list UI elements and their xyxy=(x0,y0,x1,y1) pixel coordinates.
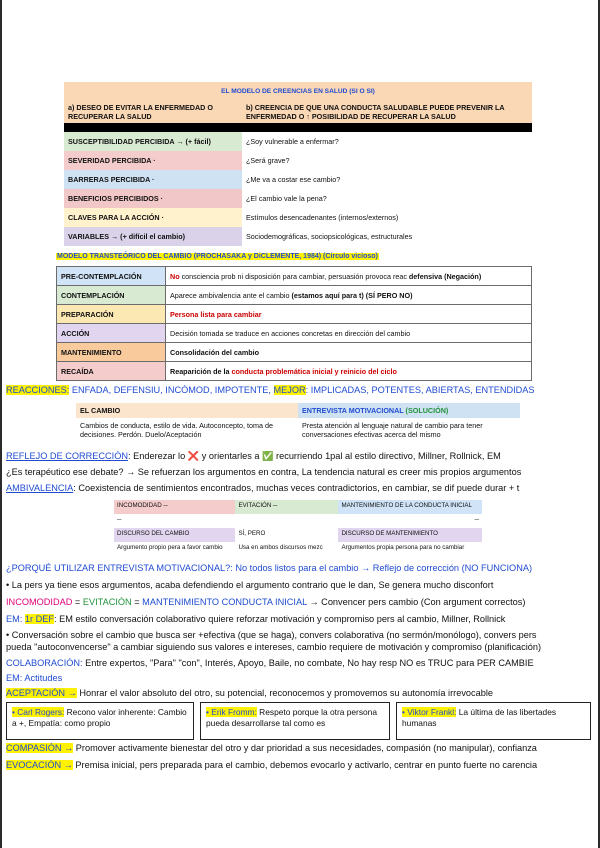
health-belief-col-a: a) DESEO DE EVITAR LA ENFERMEDAD O RECUPERAR LA SALUD xyxy=(68,103,213,121)
dash-right: ─ xyxy=(474,516,479,523)
transtheoretical-title: MODELO TRANSTEÓRICO DEL CAMBIO (PROCHASAKA y DiCLEMENTE, 1984) (Círculo vicioso) xyxy=(57,253,378,260)
transtheoretical-table xyxy=(56,266,532,381)
belief-row-value: ¿Soy vulnerable a enfermar? xyxy=(246,137,339,146)
viktor-frankl-box: • Viktor Frankl: La última de las libertades humanas xyxy=(396,702,591,740)
health-belief-col-b: b) CREENCIA DE QUE UNA CONDUCTA SALUDABLE PUEDE PREVENIR LA ENFERMEDAD O ↑ POSIBILIDAD DE RECUPERAR LA SALUD xyxy=(246,103,505,121)
mi-text: Presta atención al lenguaje natural de cambio para tener conversaciones efectivas acerca del mismo xyxy=(302,421,483,439)
avoidance-header: EVITACIÓN ─ xyxy=(235,500,338,514)
sustain-talk-header: DISCURSO DE MANTENIMIENTO xyxy=(338,528,482,542)
change-header: EL CAMBIO xyxy=(76,403,298,418)
belief-row-value: Estímulos desencadenantes (internos/externos) xyxy=(246,213,399,222)
righting-reflex-line: REFLEJO DE CORRECCIÓN: Enderezar lo ❌ y orientarles a ✅ recurriendo 1pal al estilo directivo, Millner, Rollnick, EM xyxy=(6,451,501,461)
stage-description: Decisión tomada se traduce en acciones concretas en dirección del cambio xyxy=(166,324,532,343)
yes-but-desc: Usa en ambos discursos mezc xyxy=(238,544,323,551)
acceptance-line: ACEPTACIÓN → Honrar el valor absoluto del otro, su potencial, reconocemos y promovemos su autonomía irrevocable xyxy=(6,688,493,698)
why-mi-line: ¿PORQUÉ UTILIZAR ENTREVISTA MOTIVACIONAL?: No todos listos para el cambio → Reflejo de corrección (NO FUNCIONA) xyxy=(6,563,533,573)
bullet-arguments: • La pers ya tiene esos argumentos, acaba defendiendo el argumento contrario que le dan, Se genera mucho disconfort xyxy=(6,580,494,590)
maintenance-header: MANTENIMIENTO DE LA CONDUCTA INICIAL xyxy=(338,500,482,514)
belief-row-label: BARRERAS PERCIBIDA · xyxy=(64,170,242,189)
belief-row-value: ¿Será grave? xyxy=(246,156,290,165)
cross-icon: ❌ xyxy=(187,451,200,461)
sustain-talk-desc: Argumentos propia persona para no cambiar xyxy=(341,544,465,551)
compassion-line: COMPASIÓN → Promover activamente bienestar del otro y dar prioridad a sus necesidades, compasión (no manipular), confianza xyxy=(6,743,537,753)
discomfort-chain: INCOMODIDAD = EVITACIÓN = MANTENIMIENTO CONDUCTA INICIAL → Convencer pers cambio (Con argument correctos) xyxy=(6,597,526,607)
belief-row-label: CLAVES PARA LA ACCIÓN · xyxy=(64,208,242,227)
evocation-line: EVOCACIÓN → Premisa inicial, pers preparada para el cambio, debemos evocarlo y activarlo, centrar en punto fuerte no carencia xyxy=(6,760,538,770)
discomfort-header: INCOMODIDAD ─ xyxy=(114,500,235,514)
reactions-line: REACCIONES: ENFADA, DEFENSIU, INCÓMOD, IMPOTENTE, MEJOR: IMPLICADAS, POTENTES, ABIERTAS, ENTENDIDAS xyxy=(6,385,535,395)
ambivalence-line: AMBIVALENCIA: Coexistencia de sentimientos encontrados, muchas veces contradictorios, en cambiar, se dif puede durar + t xyxy=(6,483,520,493)
erik-fromm-box: • Erik Fromm: Respeto porque la otra persona pueda desarrollarse tal como es xyxy=(200,702,390,740)
belief-row-value: Sociodemográficas, sociopsicológicas, estructurales xyxy=(246,232,413,241)
change-talk-desc: Argumento propio pera a favor cambio xyxy=(117,544,223,551)
change-text: Cambios de conducta, estilo de vida. Autoconcepto, toma de decisiones. Perdón. Duelo/Aceptación xyxy=(80,421,273,439)
ambivalence-table xyxy=(114,500,482,556)
page-left-border xyxy=(0,0,2,848)
carl-rogers-box: • Carl Rogers: Recono valor inherente: Cambio a +, Empatía: como propio xyxy=(6,702,194,740)
stage-description: Consolidación del cambio xyxy=(166,343,532,362)
stage-label: MANTENIMIENTO xyxy=(57,343,166,362)
stage-label: ACCIÓN xyxy=(57,324,166,343)
stage-label: PREPARACIÓN xyxy=(57,305,166,324)
health-belief-title: EL MODELO DE CREENCIAS EN SALUD (SI O SI) xyxy=(64,82,532,101)
change-talk-header: DISCURSO DEL CAMBIO xyxy=(114,528,235,542)
belief-row-label: BENEFICIOS PERCIBIDOS · xyxy=(64,189,242,208)
attitudes-line: EM: Actitudes xyxy=(6,673,63,683)
belief-row-label: VARIABLES → (+ difícil el cambio) xyxy=(64,227,242,246)
mi-header: ENTREVISTA MOTIVACIONAL (SOLUCIÓN) xyxy=(298,403,520,418)
stage-label: RECAÍDA xyxy=(57,362,166,381)
belief-row-label: SUSCEPTIBILIDAD PERCIBIDA → (+ fácil) xyxy=(64,132,242,151)
therapeutic-question: ¿Es terapéutico ese debate? → Se refuerzan los argumentos en contra, La tendencia natural es creer mis propios argumentos xyxy=(6,467,522,477)
yes-but-header: SÍ, PERO xyxy=(238,530,266,537)
stage-description: Persona lista para cambiar xyxy=(166,305,532,324)
mi-definition: EM: 1r DEF: EM estilo conversación colaborativo quiere reforzar motivación y compromiso pers al cambio, Millner, Rollnick xyxy=(6,614,506,624)
black-divider xyxy=(64,123,532,132)
health-belief-model-table xyxy=(64,82,532,246)
stage-label: CONTEMPLACIÓN xyxy=(57,286,166,305)
stage-description: No consciencia prob ni disposición para cambiar, persuasión provoca reac defensiva (Negación) xyxy=(166,267,532,286)
belief-row-label: SEVERIDAD PERCIBIDA · xyxy=(64,151,242,170)
stage-label: PRE-CONTEMPLACIÓN xyxy=(57,267,166,286)
change-vs-mi-table xyxy=(76,403,520,442)
bullet-conversation-1: • Conversación sobre el cambio que busca ser +efectiva (que se haga), convers colaborativa (no sermón/monólogo), convers pers xyxy=(6,630,537,640)
stage-description: Aparece ambivalencia ante el cambio (estamos aquí para t) (SÍ PERO NO) xyxy=(166,286,532,305)
belief-row-value: ¿Me va a costar ese cambio? xyxy=(246,175,341,184)
bullet-conversation-2: pueda "autoconvencerse" a cambiar siguiendo sus valores e intereses, cambio requiere de motivación y compromiso (planificación) xyxy=(6,642,542,652)
check-icon: ✅ xyxy=(262,451,274,461)
dash-left: ─ xyxy=(117,516,122,523)
belief-row-value: ¿El cambio vale la pena? xyxy=(246,194,327,203)
stage-description: Reaparición de la conducta problemática inicial y reinicio del ciclo xyxy=(166,362,532,381)
collaboration-line: COLABORACIÓN: Entre expertos, "Para" "con", Interés, Apoyo, Baile, no combate, No hay resp NO es TRUC para PER CAMBIE xyxy=(6,658,534,668)
